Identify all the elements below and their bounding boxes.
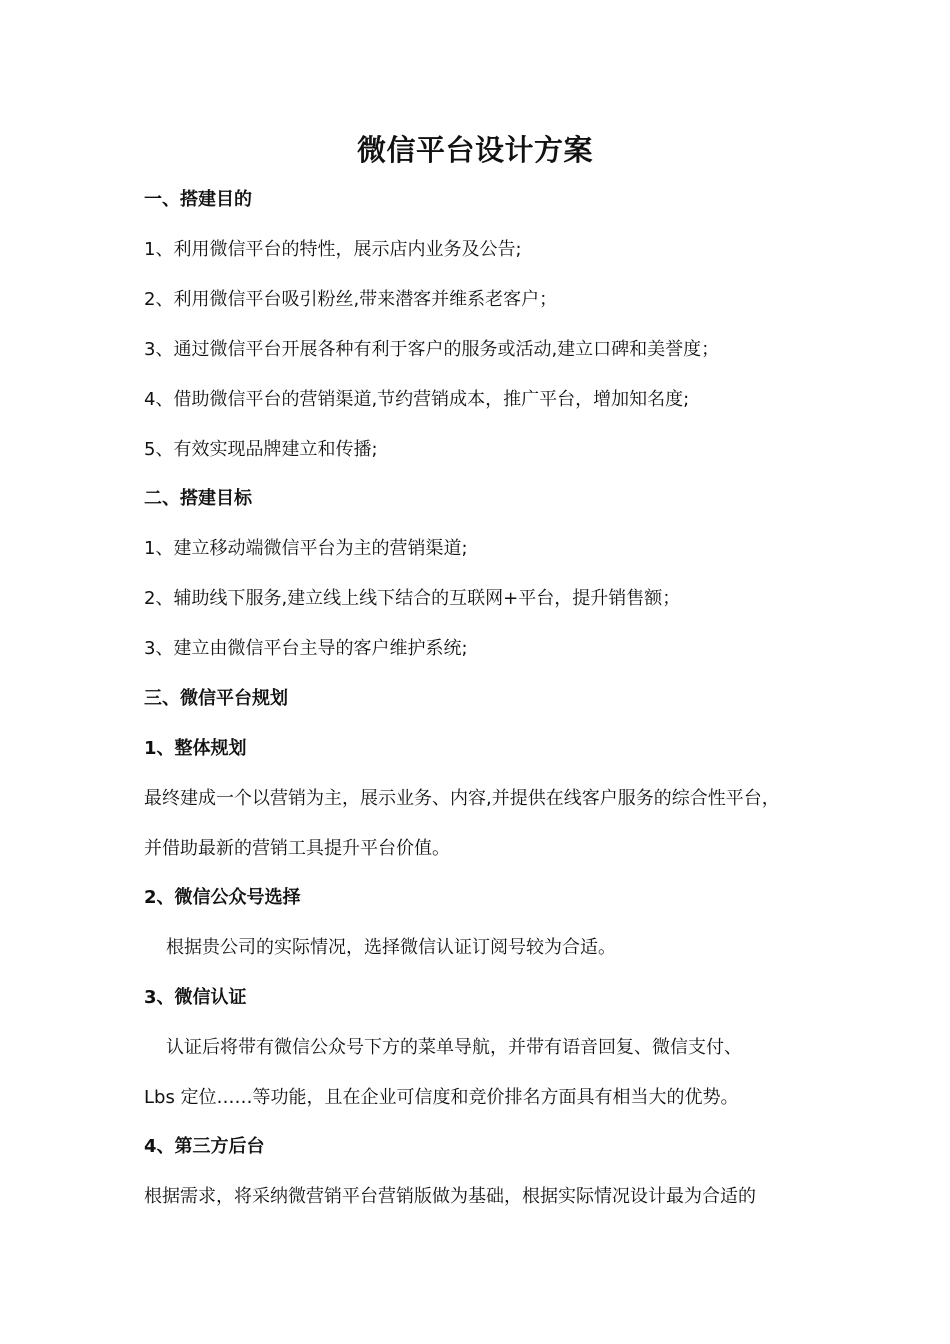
paragraph-line: 并借助最新的营销工具提升平台价值。 (144, 838, 450, 859)
paragraph-line: 1、建立移动端微信平台为主的营销渠道; (144, 538, 468, 559)
section-heading-purpose: 一、搭建目的 (144, 189, 252, 210)
paragraph-line: Lbs 定位……等功能，且在企业可信度和竞价排名方面具有相当大的优势。 (144, 1087, 739, 1108)
paragraph-line: 3、建立由微信平台主导的客户维护系统; (144, 638, 468, 659)
subsection-heading-backend: 4、第三方后台 (144, 1136, 265, 1157)
paragraph-line: 最终建成一个以营销为主，展示业务、内容,并提供在线客户服务的综合性平台， (144, 788, 780, 809)
paragraph-line: 1、利用微信平台的特性，展示店内业务及公告; (144, 239, 522, 260)
paragraph-line: 认证后将带有微信公众号下方的菜单导航，并带有语音回复、微信支付、 (166, 1037, 742, 1058)
subsection-heading-account: 2、微信公众号选择 (144, 887, 301, 908)
subsection-heading-certification: 3、微信认证 (144, 987, 247, 1008)
subsection-heading-overall: 1、整体规划 (144, 738, 247, 759)
paragraph-line: 根据需求，将采纳微营销平台营销版做为基础，根据实际情况设计最为合适的 (144, 1186, 756, 1207)
document-title: 微信平台设计方案 (356, 133, 593, 167)
paragraph-line: 2、辅助线下服务,建立线上线下结合的互联网+平台，提升销售额； (144, 588, 681, 609)
paragraph-line: 根据贵公司的实际情况，选择微信认证订阅号较为合适。 (166, 937, 616, 958)
paragraph-line: 4、借助微信平台的营销渠道,节约营销成本，推广平台，增加知名度; (144, 389, 690, 410)
section-heading-planning: 三、微信平台规划 (144, 688, 288, 709)
paragraph-line: 5、有效实现品牌建立和传播; (144, 439, 378, 460)
section-heading-goals: 二、搭建目标 (144, 488, 252, 509)
paragraph-line: 2、利用微信平台吸引粉丝,带来潜客并维系老客户； (144, 289, 558, 310)
paragraph-line: 3、通过微信平台开展各种有利于客户的服务或活动,建立口碑和美誉度； (144, 339, 720, 360)
